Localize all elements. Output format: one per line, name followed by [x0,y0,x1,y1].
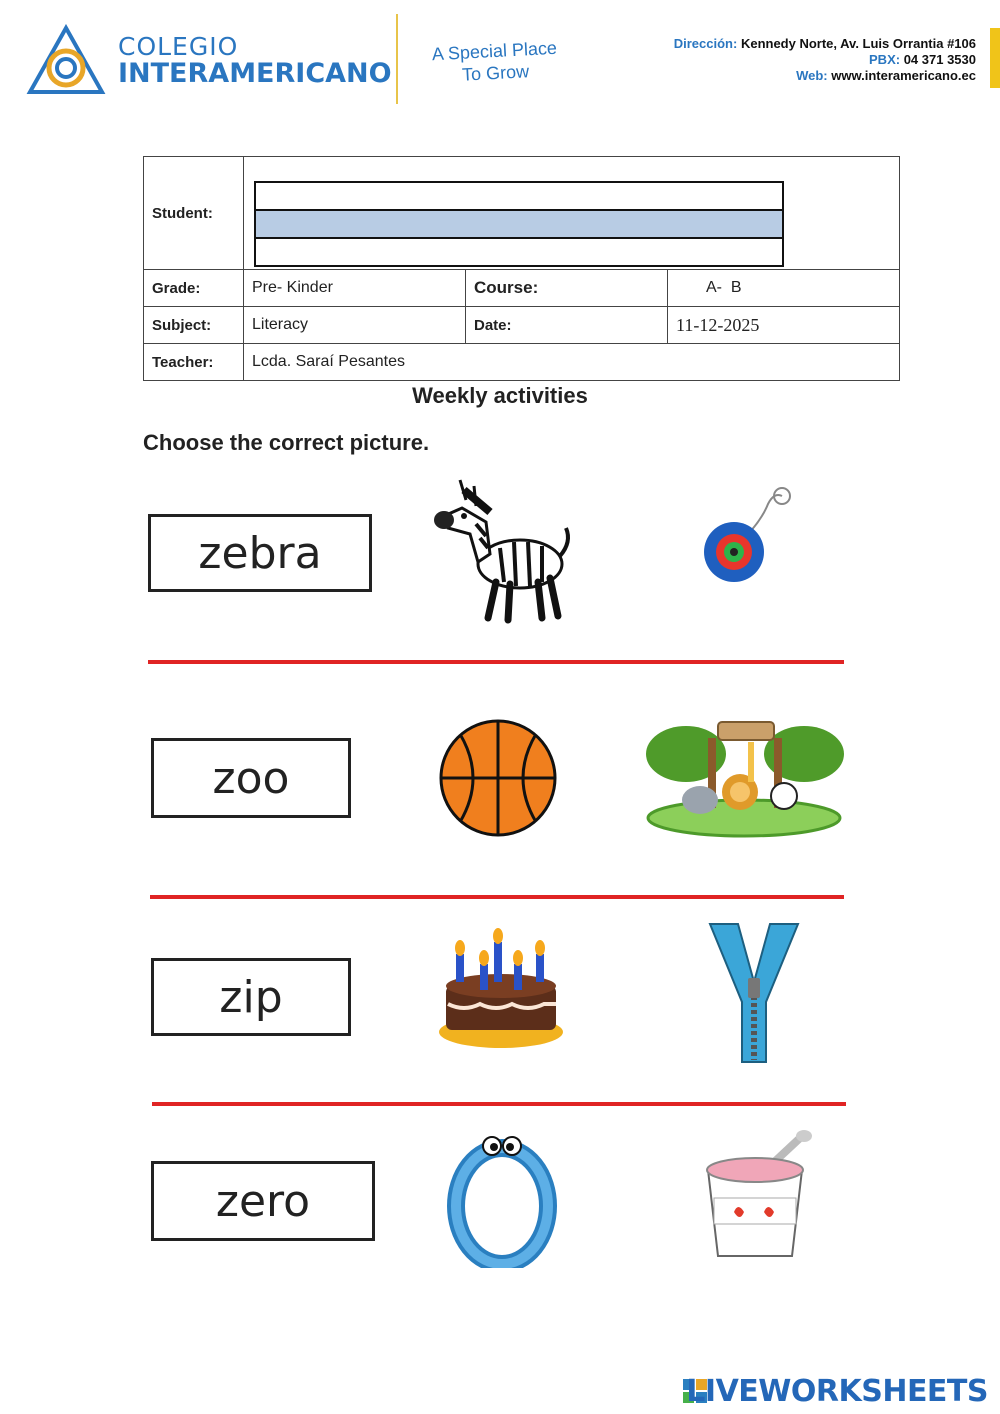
date-value: 11-12-2025 [668,307,900,344]
name-line-bottom [254,237,784,267]
row-divider [152,1102,846,1106]
row-divider [148,660,844,664]
zebra-icon[interactable] [430,472,575,627]
decorative-strip [990,28,1000,88]
slogan-line2: To Grow [461,61,530,85]
subject-value: Literacy [244,307,466,344]
web-label: Web: [796,68,828,83]
word-card-zebra: zebra [148,514,372,592]
name-line-top [254,181,784,211]
basketball-icon[interactable] [438,716,558,840]
slogan [419,36,571,88]
address-label: Dirección: [673,36,738,51]
date-label: Date: [466,307,668,344]
word-card-zoo: zoo [151,738,351,818]
row-divider [150,895,844,899]
school-name-line2: INTERAMERICANO [118,58,392,89]
course-value: A- B [668,270,900,307]
web-value: www.interamericano.ec [831,68,976,83]
teacher-label: Teacher: [144,344,244,381]
name-line-middle [254,211,784,237]
teacher-value: Lcda. Saraí Pesantes [244,344,900,381]
contact-info [674,36,976,84]
subject-label: Subject: [144,307,244,344]
grade-value: Pre- Kinder [244,270,466,307]
school-logo-icon [26,24,106,96]
yogurt-icon[interactable] [700,1128,812,1264]
yoyo-icon[interactable] [690,484,800,604]
school-name-line1: COLEGIO [118,32,239,61]
zero-icon[interactable] [446,1132,558,1268]
student-label: Student: [144,157,244,270]
footer-brand: LIVEWORKSHEETS [686,1374,988,1409]
header-divider [396,14,398,104]
cake-icon[interactable] [436,928,566,1054]
student-name-input[interactable] [254,181,784,267]
zoo-icon[interactable] [644,712,844,840]
student-info-table [143,156,900,381]
phone-value: 04 371 3530 [903,52,976,67]
address-value: Kennedy Norte, Av. Luis Orrantia #106 [740,36,976,51]
grade-label: Grade: [144,270,244,307]
slogan-line1: A Special Place [431,37,558,65]
word-card-zip: zip [151,958,351,1036]
course-label: Course: [466,270,668,307]
page-title: Weekly activities [412,383,588,408]
phone-label: PBX: [869,52,901,67]
zipper-icon[interactable] [706,922,802,1066]
student-name-cell [244,157,900,270]
instruction-text: Choose the correct picture. [143,430,430,455]
word-card-zero: zero [151,1161,375,1241]
